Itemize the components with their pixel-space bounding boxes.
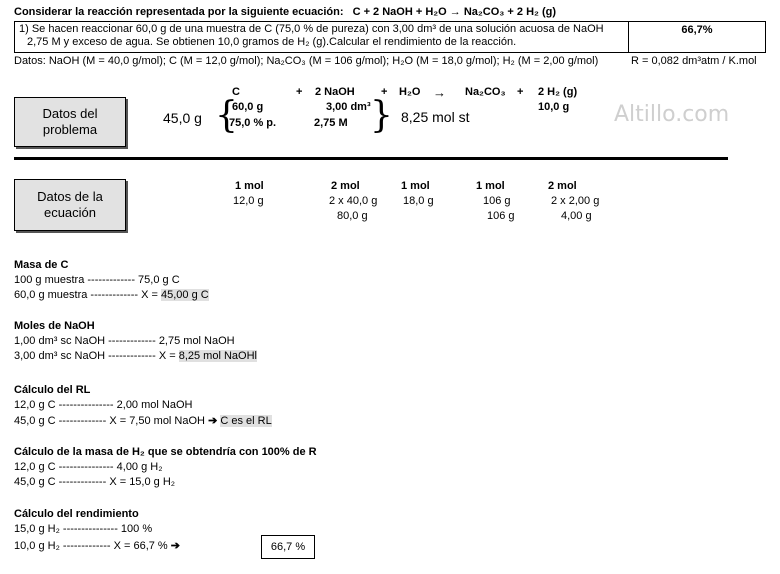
plus-1: + <box>296 86 303 98</box>
naoh-label: 2 NaOH <box>315 86 355 98</box>
problem-line-1: 1) Se hacen reaccionar 60,0 g de una muestra de C (75,0 % de pureza) con 3,00 dm³ de una solución acuosa de NaOH <box>19 23 604 35</box>
rendimiento-line-2 <box>14 539 180 552</box>
right-brace: } <box>370 95 393 136</box>
rl-result: C es el RL <box>220 415 272 427</box>
moles-naoh-title: Moles de NaOH <box>14 320 95 332</box>
plus-3: + <box>517 86 524 98</box>
rl-line-2-text: 45,0 g C ------------- X = 7,50 mol NaOH <box>14 415 209 427</box>
rendimiento-result: 66,7 % <box>261 535 315 559</box>
reaction-arrow: → <box>433 85 446 100</box>
moles-naoh-line-2-text: 3,00 dm³ sc NaOH ------------- X = <box>14 350 179 362</box>
h2-mass-obtained: 10,0 g <box>538 101 570 113</box>
left-brace: { <box>215 95 238 136</box>
eq-na2co3-mass-2: 106 g <box>487 210 515 222</box>
rendimiento-line-2-text: 10,0 g H₂ ------------- X = 66,7 % <box>14 540 171 552</box>
datos-problema-box: Datos del problema <box>14 97 126 147</box>
gas-constant: R = 0,082 dm³atm / K.mol <box>631 55 757 67</box>
eq-h2-mass-1: 2 x 2,00 g <box>551 195 600 207</box>
eq-na2co3-mass-1: 106 g <box>483 195 511 207</box>
section-divider <box>14 157 728 160</box>
masa-c-line-2-text: 60,0 g muestra ------------- X = <box>14 289 161 301</box>
masa-c-title: Masa de C <box>14 259 69 271</box>
moles-naoh-line-1: 1,00 dm³ sc NaOH ------------- 2,75 mol NaOH <box>14 335 235 347</box>
datos-ecuacion-box: Datos de la ecuación <box>14 179 126 231</box>
eq-c-mol: 1 mol <box>235 180 264 192</box>
masa-h2-line-1: 12,0 g C --------------- 4,00 g H₂ <box>14 461 163 473</box>
moles-naoh-result: 8,25 mol NaOHl <box>178 350 257 362</box>
na2co3-label: Na₂CO₃ <box>465 86 506 98</box>
plus-2: + <box>381 86 388 98</box>
eq-h2o-mass: 18,0 g <box>403 195 434 207</box>
rl-line-1: 12,0 g C --------------- 2,00 mol NaOH <box>14 399 193 411</box>
rl-arrow-icon: ➔ <box>208 415 218 427</box>
eq-c-mass: 12,0 g <box>233 195 264 207</box>
problem-table <box>14 21 766 53</box>
masa-c-result: 45,00 g C <box>160 289 209 301</box>
rl-line-2 <box>14 414 272 427</box>
eq-h2-mass-2: 4,00 g <box>561 210 592 222</box>
eq-naoh-mol: 2 mol <box>331 180 360 192</box>
rl-title: Cálculo del RL <box>14 384 91 396</box>
c-sample-mass: 60,0 g <box>232 101 264 113</box>
naoh-volume: 3,00 dm³ <box>326 101 371 113</box>
masa-c-line-2 <box>14 289 209 301</box>
moles-naoh-line-2 <box>14 350 257 362</box>
rendimiento-arrow-icon: ➔ <box>170 540 180 552</box>
masa-h2-title: Cálculo de la masa de H₂ que se obtendría con 100% de R <box>14 446 317 458</box>
rendimiento-line-1: 15,0 g H₂ --------------- 100 % <box>14 523 153 535</box>
rendimiento-title: Cálculo del rendimiento <box>14 508 139 520</box>
eq-h2o-mol: 1 mol <box>401 180 430 192</box>
header-title: Considerar la reacción representada por la siguiente ecuación: <box>14 6 344 18</box>
molar-mass-data: Datos: NaOH (M = 40,0 g/mol); C (M = 12,0 g/mol); Na₂CO₃ (M = 106 g/mol); H₂O (M = 18,0 g/mol); H₂ (M = 2,00 g/mol) <box>14 55 599 67</box>
masa-h2-line-2: 45,0 g C ------------- X = 15,0 g H₂ <box>14 476 176 488</box>
eq-na2co3-mol: 1 mol <box>476 180 505 192</box>
watermark: Altillo.com <box>614 102 730 127</box>
h2o-label: H₂O <box>399 86 421 98</box>
problem-header <box>14 6 556 18</box>
c-purity: 75,0 % p. <box>229 117 277 129</box>
problem-answer: 66,7% <box>681 24 713 36</box>
eq-naoh-mass-2: 80,0 g <box>337 210 368 222</box>
h2-label: 2 H₂ (g) <box>538 86 578 98</box>
eq-h2-mol: 2 mol <box>548 180 577 192</box>
pure-c-mass: 45,0 g <box>163 110 202 126</box>
header-equation: C + 2 NaOH + H₂O → Na₂CO₃ + 2 H₂ (g) <box>352 6 557 18</box>
problem-line-2: 2,75 M y exceso de agua. Se obtienen 10,0 gramos de H₂ (g).Calcular el rendimiento de la reacción. <box>27 36 517 48</box>
eq-naoh-mass-1: 2 x 40,0 g <box>329 195 378 207</box>
masa-c-line-1: 100 g muestra ------------- 75,0 g C <box>14 274 180 286</box>
naoh-moles: 8,25 mol st <box>401 109 470 125</box>
problem-statement <box>15 22 629 52</box>
c-label: C <box>232 86 240 98</box>
naoh-concentration: 2,75 M <box>314 117 348 129</box>
